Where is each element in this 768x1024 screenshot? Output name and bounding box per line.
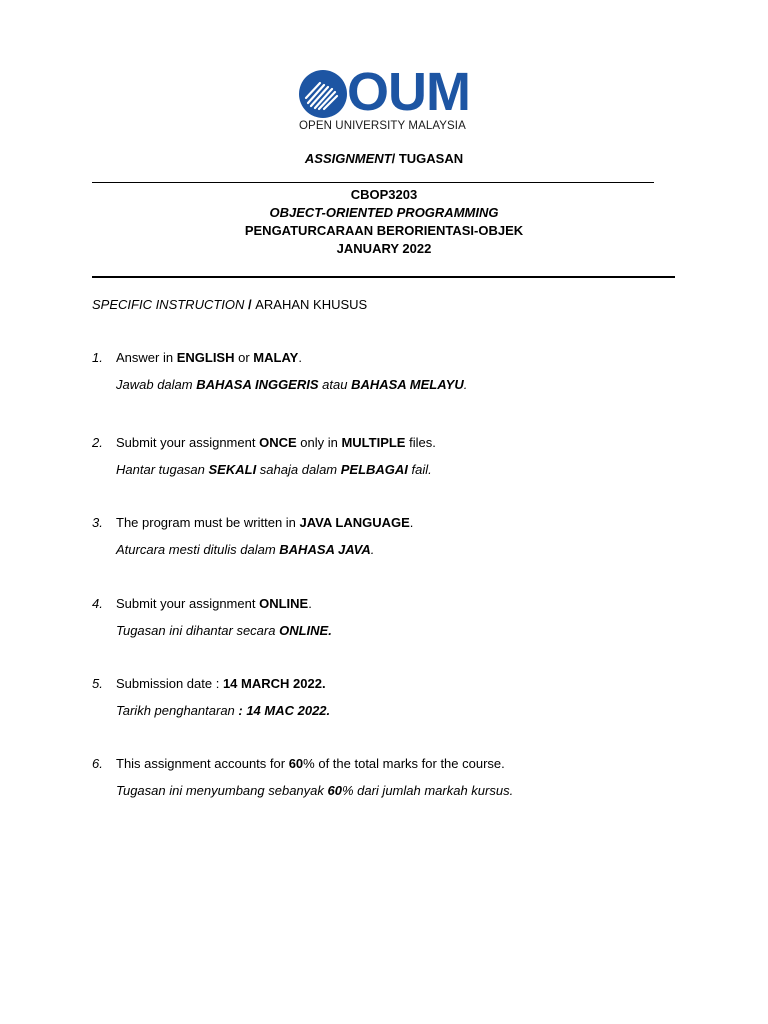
course-name-en: OBJECT-ORIENTED PROGRAMMING bbox=[269, 205, 499, 220]
item-1-ms bbox=[116, 376, 467, 394]
text-run: Tugasan ini dihantar secara bbox=[116, 623, 280, 638]
text-run: Aturcara mesti ditulis dalam bbox=[116, 542, 280, 557]
text-run-bold: ONLINE. bbox=[279, 623, 332, 638]
text-run: sahaja dalam bbox=[256, 462, 341, 477]
oum-logo bbox=[297, 62, 473, 138]
text-run: . bbox=[370, 542, 375, 557]
item-2-ms bbox=[116, 461, 432, 479]
text-run: Tugasan ini menyumbang sebanyak bbox=[116, 783, 328, 798]
text-run: Submit your assignment bbox=[116, 596, 260, 611]
instructions-heading-en: SPECIFIC INSTRUCTION bbox=[92, 297, 245, 312]
item-number: 1. bbox=[92, 350, 103, 365]
text-run: This assignment accounts for bbox=[116, 756, 289, 771]
text-run-bold: BAHASA INGGERIS bbox=[196, 377, 319, 392]
text-run-bold: PELBAGAI bbox=[340, 462, 408, 477]
item-2-en bbox=[116, 434, 436, 452]
text-run-bold: ONCE bbox=[259, 435, 297, 450]
text-run: % dari jumlah markah kursus. bbox=[341, 783, 514, 798]
item-number: 4. bbox=[92, 596, 103, 611]
text-run: . bbox=[298, 350, 302, 365]
logo-wordmark: OUM bbox=[347, 62, 470, 122]
course-code: CBOP3203 bbox=[350, 187, 418, 202]
text-run-bold: 14 MARCH 2022. bbox=[222, 676, 326, 691]
text-run-bold: JAVA LANGUAGE bbox=[299, 515, 410, 530]
course-name-ms: PENGATURCARAAN BERORIENTASI-OBJEK bbox=[244, 223, 524, 238]
assignment-title-slash: / bbox=[391, 151, 396, 166]
text-run: Submit your assignment bbox=[116, 435, 260, 450]
instructions-heading-sep: / bbox=[244, 297, 256, 312]
item-6-ms bbox=[116, 782, 513, 800]
logo-subtitle: OPEN UNIVERSITY MALAYSIA bbox=[299, 120, 466, 132]
text-run: . bbox=[308, 596, 312, 611]
text-run: The program must be written in bbox=[116, 515, 300, 530]
text-run-bold: ENGLISH bbox=[176, 350, 235, 365]
item-4-en bbox=[116, 595, 312, 613]
text-run: Hantar tugasan bbox=[116, 462, 209, 477]
text-run: only in bbox=[296, 435, 342, 450]
item-number: 5. bbox=[92, 676, 103, 691]
item-5-en bbox=[116, 675, 326, 693]
assignment-title-en: ASSIGNMENT bbox=[304, 151, 392, 166]
assignment-title-ms: TUGASAN bbox=[395, 151, 464, 166]
text-run: Submission date : bbox=[116, 676, 223, 691]
text-run: atau bbox=[318, 377, 352, 392]
item-3-ms bbox=[116, 541, 374, 559]
text-run: files. bbox=[405, 435, 436, 450]
text-run-bold: MULTIPLE bbox=[341, 435, 406, 450]
text-run: Tarikh penghantaran bbox=[116, 703, 239, 718]
semester: JANUARY 2022 bbox=[336, 241, 432, 256]
instructions-heading-ms: ARAHAN KHUSUS bbox=[255, 297, 368, 312]
text-run-bold: BAHASA MELAYU bbox=[351, 377, 464, 392]
section-divider bbox=[92, 276, 675, 278]
item-6-en bbox=[116, 755, 505, 773]
text-run: . bbox=[463, 377, 468, 392]
item-1-en bbox=[116, 349, 302, 367]
assignment-title bbox=[0, 150, 768, 168]
item-number: 2. bbox=[92, 435, 103, 450]
item-5-ms bbox=[116, 702, 330, 720]
text-run-bold: SEKALI bbox=[208, 462, 257, 477]
text-run: % of the total marks for the course. bbox=[303, 756, 505, 771]
instructions-heading bbox=[92, 296, 367, 314]
oum-logo-mark-icon bbox=[298, 69, 348, 119]
text-run: . bbox=[409, 515, 414, 530]
text-run-bold: 60 bbox=[288, 756, 304, 771]
item-number: 3. bbox=[92, 515, 103, 530]
text-run: or bbox=[234, 350, 254, 365]
text-run-bold: ONLINE bbox=[259, 596, 309, 611]
text-run-bold: : 14 MAC 2022. bbox=[238, 703, 331, 718]
text-run: fail. bbox=[407, 462, 432, 477]
text-run-bold: BAHASA JAVA bbox=[279, 542, 371, 557]
text-run: Jawab dalam bbox=[116, 377, 197, 392]
item-4-ms bbox=[116, 622, 332, 640]
item-number: 6. bbox=[92, 756, 103, 771]
text-run: Answer in bbox=[116, 350, 177, 365]
text-run-bold: MALAY bbox=[253, 350, 299, 365]
header-divider bbox=[92, 182, 654, 183]
text-run-bold: 60 bbox=[327, 783, 342, 798]
item-3-en bbox=[116, 514, 413, 532]
